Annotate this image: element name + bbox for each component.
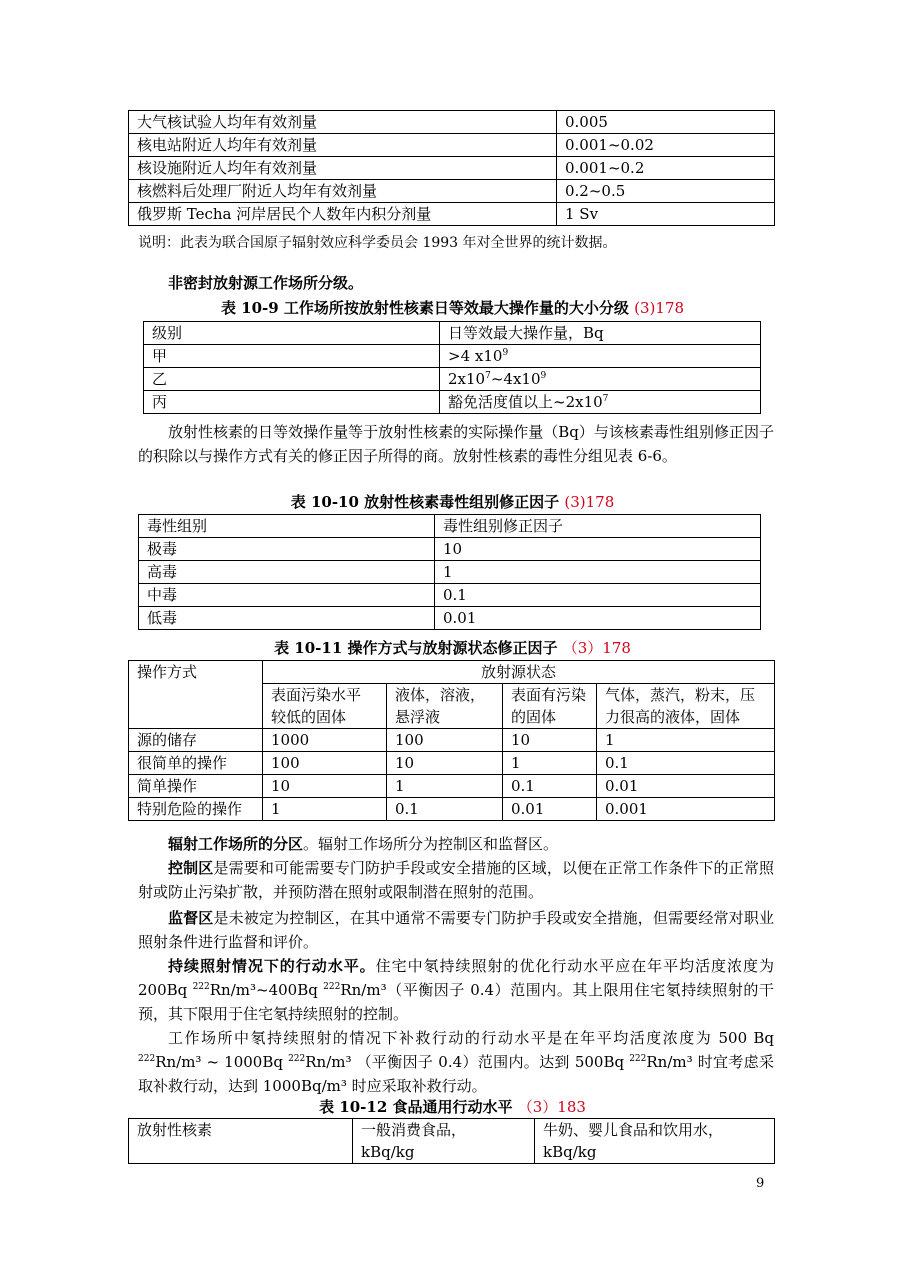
subheader-cell: 气体，蒸汽，粉末，压 力很高的液体，固体: [597, 684, 775, 729]
table-row: [129, 729, 775, 752]
caption-title: 表 10-11 操作方式与放射源状态修正因子: [274, 639, 558, 657]
table-row: [129, 134, 775, 157]
paragraph: 放射性核素的日等效操作量等于放射性核素的实际操作量（Bq）与该核素毒性组别修正因子的积除以与操作方式有关的修正因子所得的商。放射性核素的毒性分组见表 6-6。: [138, 423, 774, 465]
bold-term: 持续照射情况下的行动水平。: [168, 957, 376, 975]
table-cell: [440, 345, 761, 368]
paragraph-workplace: 工作场所中氡持续照射的情况下补救行动的行动水平是在年平均活度浓度为 500 Bq $^{222}$Rn/m³ ~ 1000Bq $^{222}$Rn/m³ （平衡因子 0.4）范围内。达到 500Bq $^{222}$Rn/m³ 时宜考虑采取补救行动，达到 1000Bq/m³ 时应采取补救行动。: [138, 1029, 775, 1095]
table-row: [139, 607, 761, 630]
bold-term: 监督区: [168, 909, 214, 927]
table-cell: 低毒: [139, 607, 435, 630]
exponent: 9: [502, 348, 509, 358]
table-cell: 丙: [144, 391, 440, 414]
table-caption: [0, 1096, 905, 1118]
paragraph-action-level: 持续照射情况下的行动水平。住宅中氡持续照射的优化行动水平应在年平均活度浓度为 200Bq $^{222}$Rn/m³~400Bq $^{222}$Rn/m³（平衡因子 0.4）范围内。其上限用住宅氡持续照射的干预，其下限用于住宅氡持续照射的控制。: [138, 957, 774, 1023]
table-row: [129, 798, 775, 821]
table-header-row: [139, 515, 761, 538]
table-cell: 乙: [144, 368, 440, 391]
table-row: [129, 752, 775, 775]
isotope-superscript: 222: [629, 1054, 647, 1064]
header-cell: 毒性组别修正因子: [435, 515, 761, 538]
table-cell: [440, 368, 761, 391]
header-cell: 放射性核素: [129, 1119, 353, 1164]
table-row: [139, 561, 761, 584]
value-text: 豁免活度值以上~2x10: [448, 393, 603, 411]
table-cell: 0.01: [597, 775, 775, 798]
isotope-superscript: 222: [323, 982, 341, 992]
table-cell: 核燃料后处理厂附近人均年有效剂量: [129, 180, 557, 203]
table-caption: [0, 297, 905, 319]
bold-term: 控制区: [168, 859, 214, 877]
table-10-12: [128, 1118, 775, 1164]
table-row: [129, 157, 775, 180]
table-cell: 100: [263, 752, 387, 775]
isotope-superscript: 222: [288, 1054, 306, 1064]
header-group-cell: 放射源状态: [263, 661, 775, 684]
table-cell: 极毒: [139, 538, 435, 561]
caption-ref: （3）178: [562, 639, 631, 657]
table-cell: 0.005: [557, 111, 775, 134]
caption-title: 表 10-10 放射性核素毒性组别修正因子: [290, 493, 560, 511]
table-cell: 0.001~0.02: [557, 134, 775, 157]
table-cell: [440, 391, 761, 414]
subheader-cell: 表面有污染 的固体: [503, 684, 597, 729]
table-10-10: [138, 514, 761, 630]
table-cell: 1: [387, 775, 503, 798]
caption-ref: (3)178: [634, 299, 685, 317]
table-row: [129, 203, 775, 226]
paragraph-supervised-zone: [138, 906, 774, 954]
paragraph-text: 是未被定为控制区，在其中通常不需要专门防护手段或安全措施，但需要经常对职业照射条件进行监督和评价。: [138, 909, 774, 951]
header-cell: 毒性组别: [139, 515, 435, 538]
table-row: [144, 391, 761, 414]
table-header-row: [144, 322, 761, 345]
table-caption: [0, 491, 905, 513]
table-cell: 0.1: [435, 584, 761, 607]
table-cell: 很简单的操作: [129, 752, 263, 775]
header-cell: 日等效最大操作量，Bq: [440, 322, 761, 345]
table-header-row: [129, 661, 775, 684]
paragraph-text: 是需要和可能需要专门防护手段或安全措施的区域，以便在正常工作条件下的正常照射或防止污染扩散，并预防潜在照射或限制潜在照射的范围。: [138, 859, 774, 901]
dose-table: [128, 110, 775, 226]
table-note: 说明：此表为联合国原子辐射效应科学委员会 1993 年对全世界的统计数据。: [138, 235, 617, 251]
caption-title: 表 10-9 工作场所按放射性核素日等效最大操作量的大小分级: [220, 299, 629, 317]
header-cell: 牛奶、婴儿食品和饮用水， kBq/kg: [535, 1119, 775, 1164]
table-cell: 0.1: [387, 798, 503, 821]
caption-ref: （3）183: [517, 1098, 586, 1116]
value-text: ~4x10: [490, 370, 541, 388]
table-cell: 源的储存: [129, 729, 263, 752]
table-row: [144, 345, 761, 368]
table-cell: 1: [503, 752, 597, 775]
table-cell: 1: [435, 561, 761, 584]
table-caption: [0, 637, 905, 659]
table-cell: 1: [263, 798, 387, 821]
bold-term: 辐射工作场所的分区: [168, 835, 304, 853]
caption-ref: (3)178: [564, 493, 615, 511]
table-10-11: [128, 660, 775, 821]
table-cell: 中毒: [139, 584, 435, 607]
table-cell: 甲: [144, 345, 440, 368]
table-cell: 简单操作: [129, 775, 263, 798]
exponent: 9: [540, 371, 547, 381]
isotope-superscript: 222: [192, 982, 210, 992]
paragraph-text: 。辐射工作场所分为控制区和监督区。: [303, 835, 559, 853]
table-cell: 10: [263, 775, 387, 798]
value-text: 2x10: [448, 370, 486, 388]
subheader-cell: 表面污染水平 较低的固体: [263, 684, 387, 729]
table-row: [144, 368, 761, 391]
paragraph-zone: [138, 832, 774, 856]
table-cell: 0.1: [503, 775, 597, 798]
page-number: 9: [756, 1176, 765, 1191]
table-cell: 0.01: [435, 607, 761, 630]
table-cell: 100: [387, 729, 503, 752]
exponent: 7: [602, 394, 609, 404]
table-row: [129, 180, 775, 203]
table-cell: 10: [503, 729, 597, 752]
subheader-cell: 液体，溶液， 悬浮液: [387, 684, 503, 729]
table-cell: 1000: [263, 729, 387, 752]
table-cell: 特别危险的操作: [129, 798, 263, 821]
table-row: [129, 775, 775, 798]
table-cell: 高毒: [139, 561, 435, 584]
exponent: 7: [485, 371, 491, 381]
table-row: [129, 111, 775, 134]
section-heading: 非密封放射源工作场所分级。: [168, 274, 364, 292]
table-cell: 10: [387, 752, 503, 775]
header-cell: 操作方式: [129, 661, 263, 729]
table-cell: 0.001: [597, 798, 775, 821]
caption-title: 表 10-12 食品通用行动水平: [319, 1098, 513, 1116]
paragraph-control-zone: [138, 856, 774, 904]
table-cell: 1: [597, 729, 775, 752]
table-cell: 核设施附近人均年有效剂量: [129, 157, 557, 180]
table-cell: 0.2~0.5: [557, 180, 775, 203]
table-header-row: [129, 1119, 775, 1164]
header-cell: 一般消费食品， kBq/kg: [353, 1119, 535, 1164]
table-10-9: [143, 321, 761, 414]
table-cell: 0.001~0.2: [557, 157, 775, 180]
table-cell: 核电站附近人均年有效剂量: [129, 134, 557, 157]
value-text: >4 x10: [448, 347, 503, 365]
table-cell: 俄罗斯 Techa 河岸居民个人数年内积分剂量: [129, 203, 557, 226]
table-cell: 0.01: [503, 798, 597, 821]
table-cell: 0.1: [597, 752, 775, 775]
isotope-superscript: 222: [138, 1054, 156, 1064]
header-cell: 级别: [144, 322, 440, 345]
table-row: [139, 538, 761, 561]
table-cell: 10: [435, 538, 761, 561]
table-row: [139, 584, 761, 607]
table-cell: 1 Sv: [557, 203, 775, 226]
table-cell: 大气核试验人均年有效剂量: [129, 111, 557, 134]
